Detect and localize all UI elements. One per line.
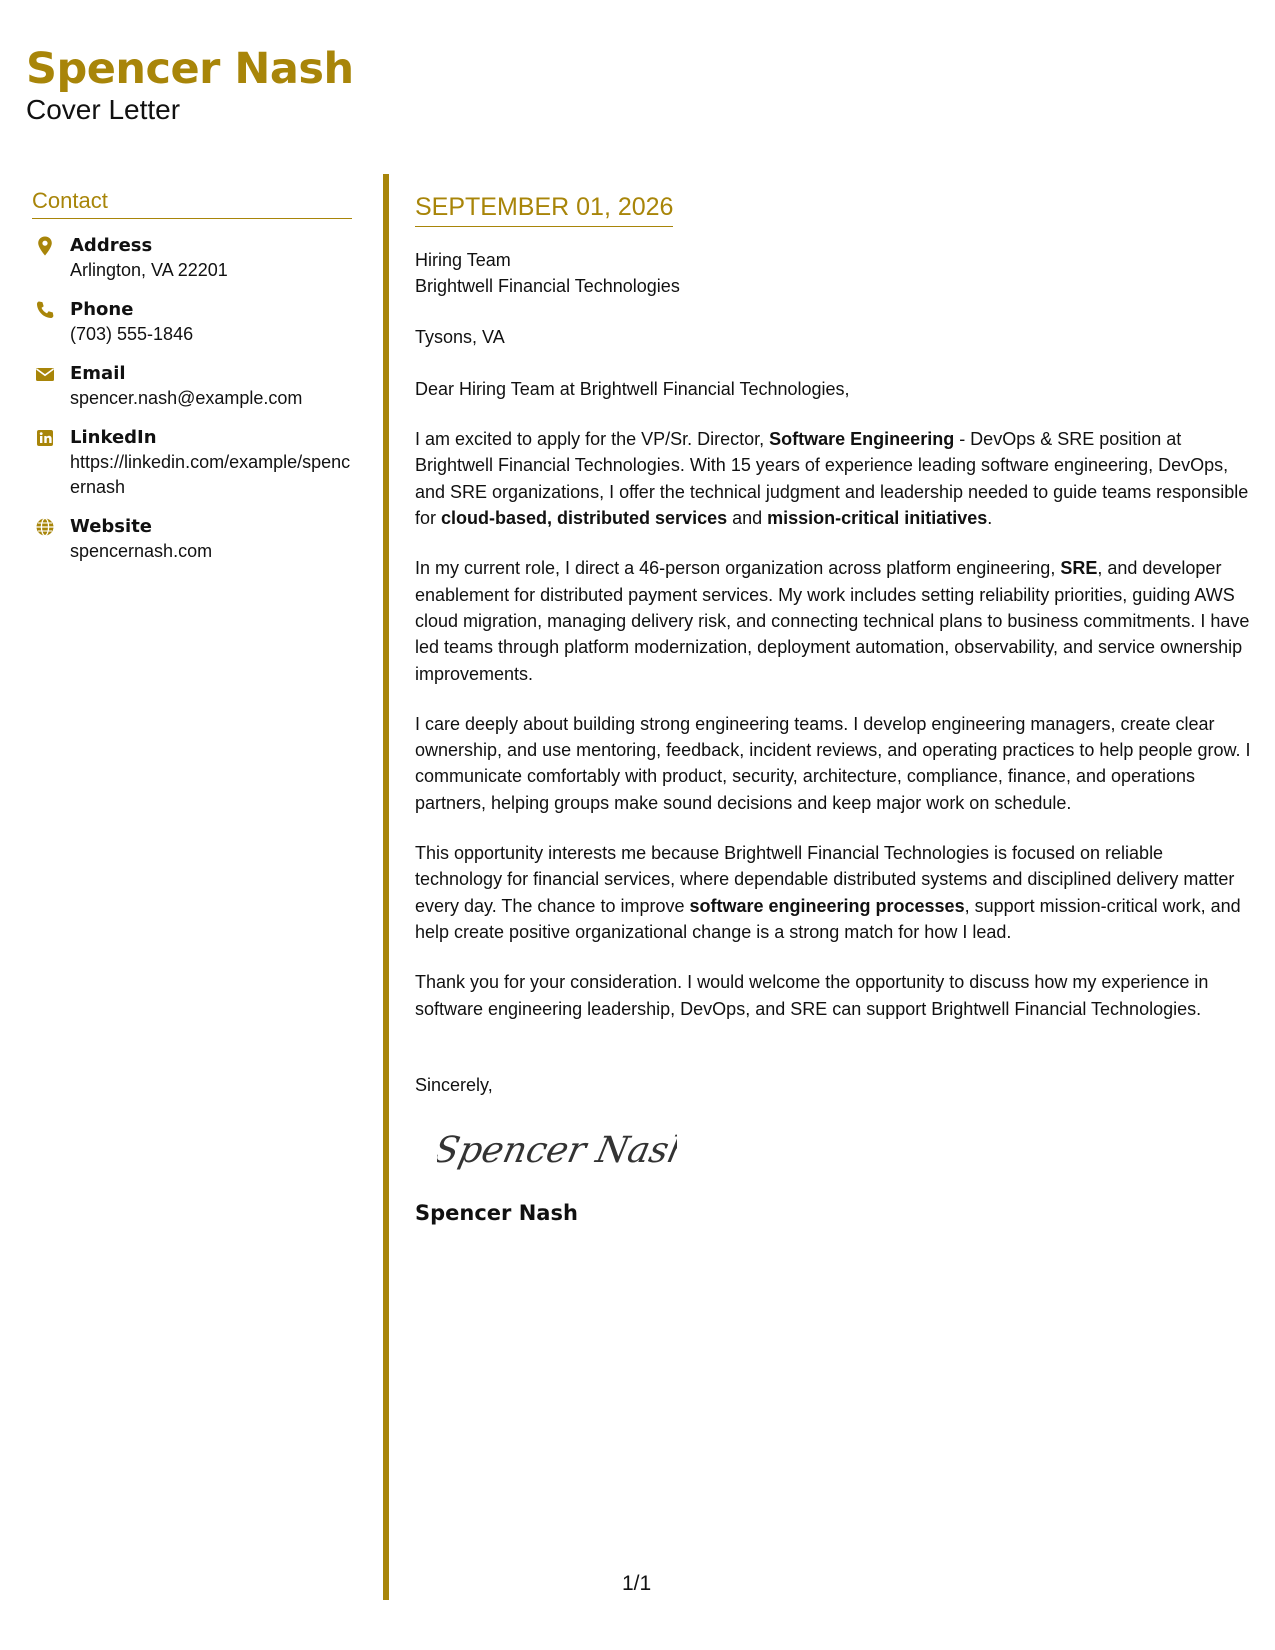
text-run: . xyxy=(987,508,993,529)
contact-item-email xyxy=(32,361,352,411)
salutation: Dear Hiring Team at Brightwell Financial Technologies, xyxy=(415,378,850,399)
contact-value: Arlington, VA 22201 xyxy=(70,260,228,280)
letter-date: SEPTEMBER 01, 2026 xyxy=(415,192,673,227)
handwritten-signature xyxy=(437,1120,1255,1178)
contact-item-linkedin xyxy=(32,425,352,500)
recipient-line: Hiring Team xyxy=(415,250,511,270)
document-subtitle: Cover Letter xyxy=(26,94,181,126)
contact-item-phone xyxy=(32,297,352,347)
text-run: This opportunity interests me because Brightwell Financial Technologies is focused on reliable technology for financial services, where dependable distributed systems and disciplined delivery matter every day. The chance to improve xyxy=(415,843,1235,916)
contact-label: Website xyxy=(70,516,153,537)
bold-run: SRE xyxy=(1060,558,1098,579)
recipient-block xyxy=(415,247,1255,300)
contact-label: Address xyxy=(70,235,153,256)
contact-label: Email xyxy=(70,363,126,384)
bold-run: cloud-based, distributed services xyxy=(441,508,728,529)
applicant-name: Spencer Nash xyxy=(26,44,354,94)
paragraph-intro xyxy=(415,426,1255,531)
contact-item-address xyxy=(32,233,352,283)
signer-name: Spencer Nash xyxy=(415,1201,578,1226)
page-number: 1/1 xyxy=(622,1572,652,1595)
recipient-location: Tysons, VA xyxy=(415,326,505,347)
linkedin-icon xyxy=(34,427,56,449)
contact-value[interactable]: spencer.nash@example.com xyxy=(70,388,303,408)
signature-text: Spencer Nash xyxy=(437,1128,677,1172)
contact-label: Phone xyxy=(70,299,134,320)
map-pin-icon xyxy=(34,235,56,257)
contact-value[interactable]: spencernash.com xyxy=(70,541,213,561)
contact-value: (703) 555-1846 xyxy=(70,324,194,344)
letter-body xyxy=(415,192,1255,1226)
text-run: , support mission-critical work, and help create positive organizational change is a strong match for how I lead. xyxy=(415,895,1241,942)
paragraph-closing: Thank you for your consideration. I would welcome the opportunity to discuss how my experience in software engineering leadership, DevOps, and SRE can support Brightwell Financial Technologies. xyxy=(415,972,1209,1019)
text-run: In my current role, I direct a 46-person organization across platform engineering, xyxy=(415,558,1061,579)
envelope-icon xyxy=(34,363,56,385)
column-divider xyxy=(383,174,389,1600)
globe-icon xyxy=(34,516,56,538)
bold-run: mission-critical initiatives xyxy=(767,508,988,529)
paragraph-teams: I care deeply about building strong engineering teams. I develop engineering managers, create clear ownership, and use mentoring, feedback, incident reviews, and operating practices to help people grow. I communicate comfortably with product, security, architecture, compliance, finance, and operations partners, helping groups make sound decisions and keep major work on schedule. xyxy=(415,713,1251,813)
letter-header xyxy=(26,46,354,126)
text-run: and xyxy=(727,508,768,529)
contact-label: LinkedIn xyxy=(70,427,157,448)
text-run: I am excited to apply for the VP/Sr. Director, xyxy=(415,429,770,450)
phone-icon xyxy=(34,299,56,321)
text-run: , and developer enablement for distributed payment services. My work includes setting reliability priorities, guiding AWS cloud migration, managing delivery risk, and connecting technical plans to business commitments. I have led teams through platform modernization, deployment automation, observability, and service ownership improvements. xyxy=(415,558,1250,684)
contact-value[interactable]: https://linkedin.com/example/spencernash xyxy=(70,452,351,497)
text-run: - DevOps & SRE position at Brightwell Financial Technologies. With 15 years of experience leading software engineering, DevOps, and SRE organizations, I offer the technical judgment and leadership needed to guide teams responsible for xyxy=(415,429,1249,529)
bold-run: software engineering processes xyxy=(689,895,965,916)
closing-phrase: Sincerely, xyxy=(415,1074,493,1095)
contact-sidebar xyxy=(32,188,352,564)
recipient-line: Brightwell Financial Technologies xyxy=(415,276,680,297)
contact-heading: Contact xyxy=(32,188,352,219)
paragraph-opportunity xyxy=(415,840,1255,945)
bold-run: Software Engineering xyxy=(769,429,955,450)
paragraph-current-role xyxy=(415,555,1255,686)
contact-item-website xyxy=(32,514,352,564)
